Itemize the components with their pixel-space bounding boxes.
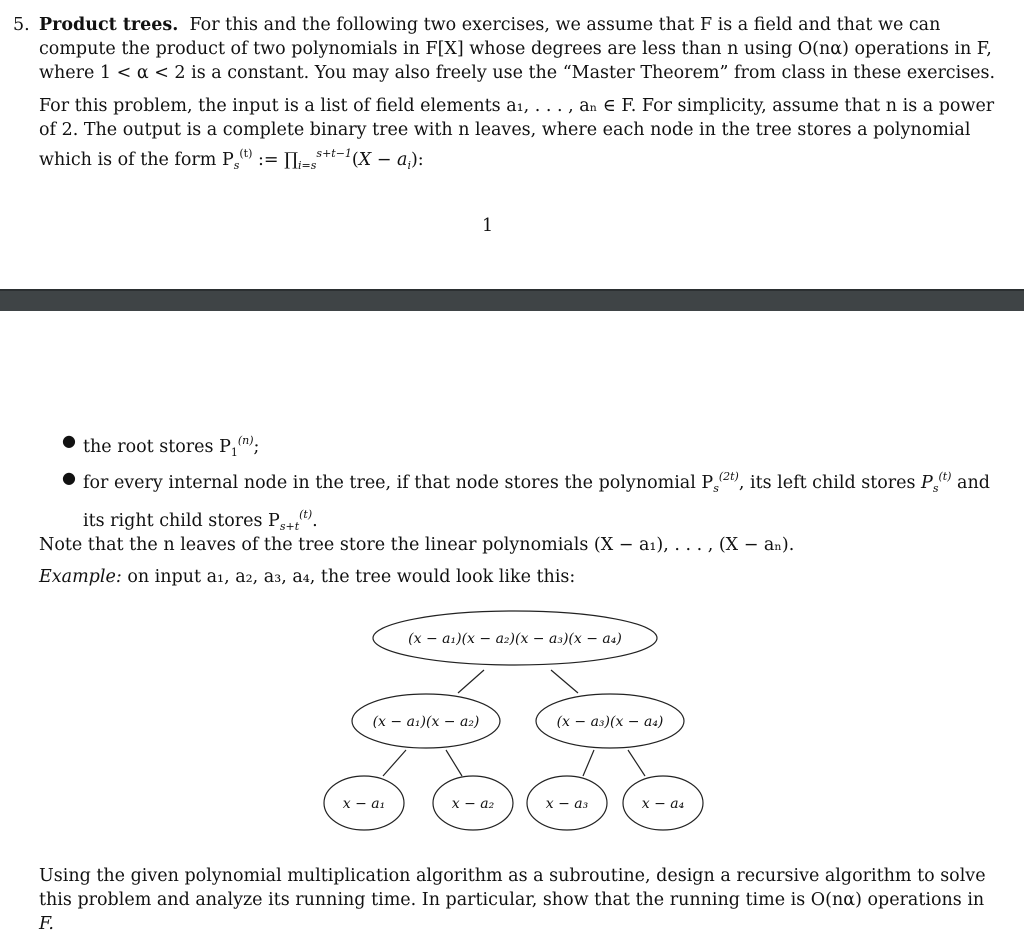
para2-line-3: which is of the form $P_s^{(t)}$ := $\prod_{i=s}^{s+t-1}(X - a_i)$: — [39, 147, 424, 172]
intro-line-2: compute the product of two polynomials in F[X] whose degrees are less than n using O(nα) operations in F, — [39, 39, 992, 59]
bullet-root: the root stores $P_1^{(n)}$; — [83, 434, 260, 459]
tree-left-label: (x − a₁)(x − a₂) — [372, 714, 480, 730]
example-label: Example: — [39, 567, 122, 587]
closing-line-2: this problem and analyze its running time. In particular, show that the running time is O(nα) operations in — [39, 890, 985, 910]
para2-line-2: of 2. The output is a complete binary tree with n leaves, where each node in the tree stores a polynomial — [39, 120, 971, 140]
intro-line-3: where 1 < α < 2 is a constant. You may also freely use the “Master Theorem” from class in these exercises. — [39, 63, 996, 83]
closing-paragraph — [39, 864, 989, 936]
closing-line-1: Using the given polynomial multiplication algorithm as a subroutine, design a recursive algorithm to solve — [39, 866, 986, 886]
note-paragraph: Note that the n leaves of the tree store the linear polynomials (X − a₁), . . . , (X − aₙ). — [39, 535, 795, 555]
tree-edge — [458, 670, 484, 693]
bullet-internal-node: for every internal node in the tree, if that node stores the polynomial $P_s^{(2t)}$, its left child stores $P_s^{(t)}$ and its right child stores $P_{s+t}^{(t)}$. — [83, 470, 990, 533]
bullet-dot: ● — [62, 431, 76, 450]
tree-edge — [628, 750, 645, 776]
tree-root-label: (x − a₁)(x − a₂)(x − a₃)(x − a₄) — [408, 631, 622, 647]
tree-edge — [583, 750, 594, 776]
problem-title: Product trees. — [39, 15, 179, 35]
tree-leaf-label: x − a₁ — [342, 796, 386, 812]
page-number: 1 — [482, 216, 494, 236]
closing-line-3: F. — [39, 914, 54, 934]
tree-leaf-label: x − a₃ — [545, 796, 589, 812]
tree-right-label: (x − a₃)(x − a₄) — [556, 714, 664, 730]
example-line: Example: on input a₁, a₂, a₃, a₄, the tree would look like this: — [39, 567, 576, 587]
bullet-dot: ● — [62, 468, 76, 487]
intro-line-1: Product trees. For this and the following two exercises, we assume that F is a field and that we can — [39, 15, 941, 35]
tree-leaf-label: x − a₂ — [451, 796, 495, 812]
para2-line-1: For this problem, the input is a list of field elements a₁, . . . , aₙ ∈ F. For simplicity, assume that n is a power — [39, 96, 995, 116]
problem-number: 5. — [13, 15, 30, 35]
tree-edge — [446, 750, 462, 776]
tree-leaf-label: x − a₄ — [641, 796, 685, 812]
tree-edge — [383, 750, 406, 776]
tree-edge — [551, 670, 578, 693]
